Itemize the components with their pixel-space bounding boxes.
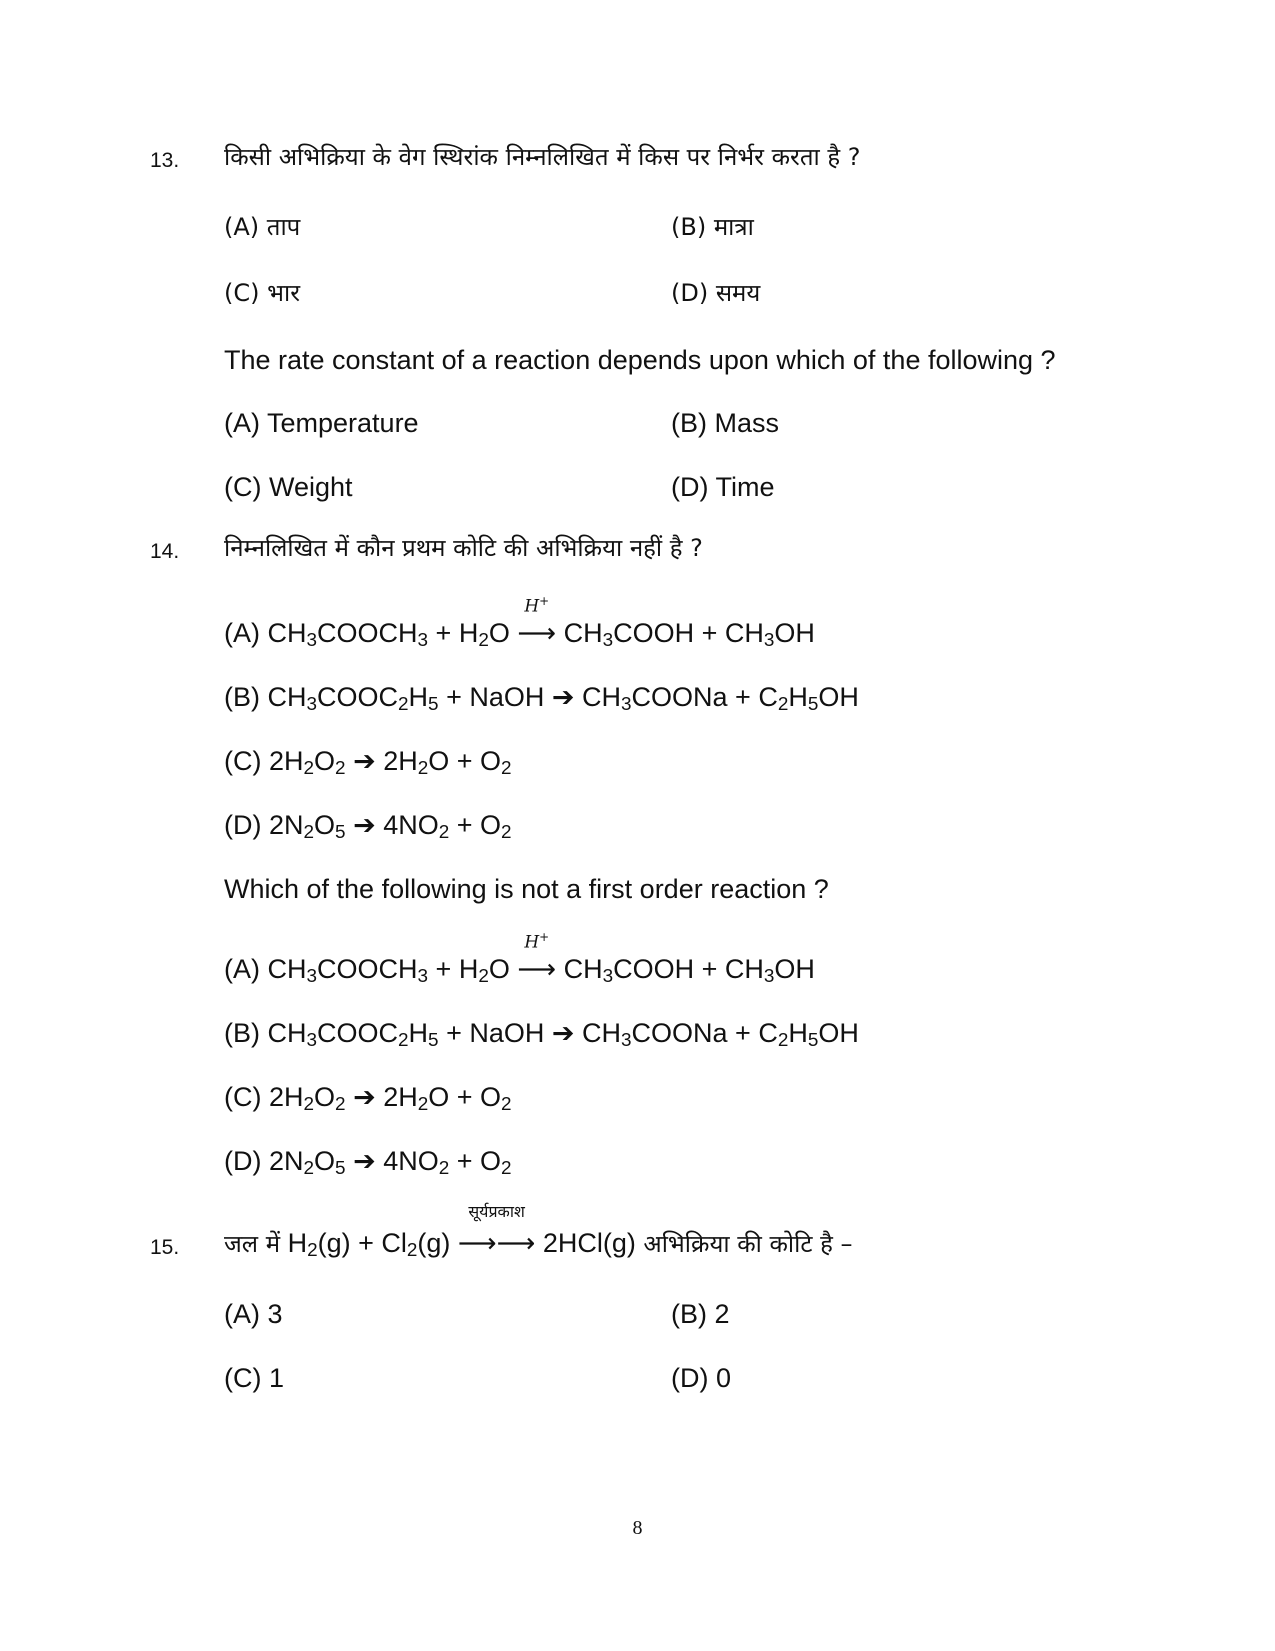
question-13-hindi-option-a: (A) ताप bbox=[224, 213, 301, 241]
reaction-arrow-icon: ➔ bbox=[551, 1018, 575, 1048]
catalyst-label: H+ bbox=[524, 930, 550, 953]
question-15-prompt: जल में $H_2(g) + Cl_2(g)$ सूर्यप्रकाश ⟶⟶ 2HCl(g) अभिक्रिया की कोटि है – bbox=[224, 1202, 853, 1262]
question-14-english-option-a-equation: (A) $CH_3COOCH_3 + H_2O$ H+ ⟶ $CH_3COOH + CH_3OH$ bbox=[224, 930, 815, 988]
question-14-option-d-equation: (D) $2N_2O_5$ ➔ $4NO_2 + O_2$ bbox=[224, 810, 512, 844]
page-number: 8 bbox=[632, 1517, 643, 1539]
question-14-option-b-equation: (B) $CH_3COOC_2H_5$ + NaOH ➔ $CH_3COONa + C_2H_5OH$ bbox=[224, 682, 859, 716]
reaction-arrow-icon: ➔ bbox=[353, 746, 376, 776]
question-15-option-a: (A) 3 bbox=[224, 1299, 283, 1329]
question-14-hindi-prompt: निम्नलिखित में कौन प्रथम कोटि की अभिक्रिया नहीं है ? bbox=[224, 534, 703, 562]
question-13-english-option-a: (A) Temperature bbox=[224, 408, 419, 438]
sunlight-arrow: सूर्यप्रकाश ⟶⟶ bbox=[457, 1202, 536, 1259]
reactants: $CH_3COOCH_3 + H_2O$ bbox=[267, 618, 510, 652]
question-14-english-prompt: Which of the following is not a first order reaction ? bbox=[224, 874, 829, 904]
question-15-number: 15. bbox=[150, 1236, 180, 1259]
question-14-option-a-equation: (A) $CH_3COOCH_3 + H_2O$ H+ ⟶ $CH_3COOH + CH_3OH$ bbox=[224, 594, 815, 652]
reactants: $H_2(g) + Cl_2(g)$ bbox=[287, 1228, 451, 1262]
question-15-option-c: (C) 1 bbox=[224, 1363, 284, 1393]
question-13-english-option-d: (D) Time bbox=[671, 472, 775, 502]
reaction-arrow-icon: ➔ bbox=[353, 1082, 376, 1112]
question-13-hindi-option-d: (D) समय bbox=[671, 279, 761, 307]
question-14-english-option-b-equation: (B) $CH_3COOC_2H_5$ + NaOH ➔ $CH_3COONa + C_2H_5OH$ bbox=[224, 1018, 859, 1052]
catalyst-arrow: H+ ⟶ bbox=[517, 594, 557, 649]
reaction-arrow-icon: ➔ bbox=[353, 810, 376, 840]
question-13-hindi-prompt: किसी अभिक्रिया के वेग स्थिरांक निम्नलिखित में किस पर निर्भर करता है ? bbox=[224, 143, 861, 171]
question-14-english-option-c-equation: (C) $2H_2O_2$ ➔ $2H_2O + O_2$ bbox=[224, 1082, 512, 1116]
catalyst-label: H+ bbox=[524, 594, 550, 617]
question-13-hindi-option-c: (C) भार bbox=[224, 279, 301, 307]
question-13-english-option-b: (B) Mass bbox=[671, 408, 779, 438]
question-14-option-c-equation: (C) $2H_2O_2$ ➔ $2H_2O + O_2$ bbox=[224, 746, 512, 780]
question-14-english-option-d-equation: (D) $2N_2O_5$ ➔ $4NO_2 + O_2$ bbox=[224, 1146, 512, 1180]
products: $CH_3COOH + CH_3OH$ bbox=[563, 618, 815, 652]
question-13-hindi-option-b: (B) मात्रा bbox=[671, 213, 754, 241]
reaction-arrow-icon: ➔ bbox=[353, 1146, 376, 1176]
question-15-option-d: (D) 0 bbox=[671, 1363, 731, 1393]
question-14-number: 14. bbox=[150, 540, 180, 563]
question-13-english-option-c: (C) Weight bbox=[224, 472, 353, 502]
question-13-english-prompt: The rate constant of a reaction depends upon which of the following ? bbox=[224, 345, 1056, 375]
reaction-arrow-icon: ➔ bbox=[551, 682, 575, 712]
question-15-option-b: (B) 2 bbox=[671, 1299, 730, 1329]
catalyst-arrow: H+ ⟶ bbox=[517, 930, 557, 985]
question-13-number: 13. bbox=[150, 149, 180, 172]
